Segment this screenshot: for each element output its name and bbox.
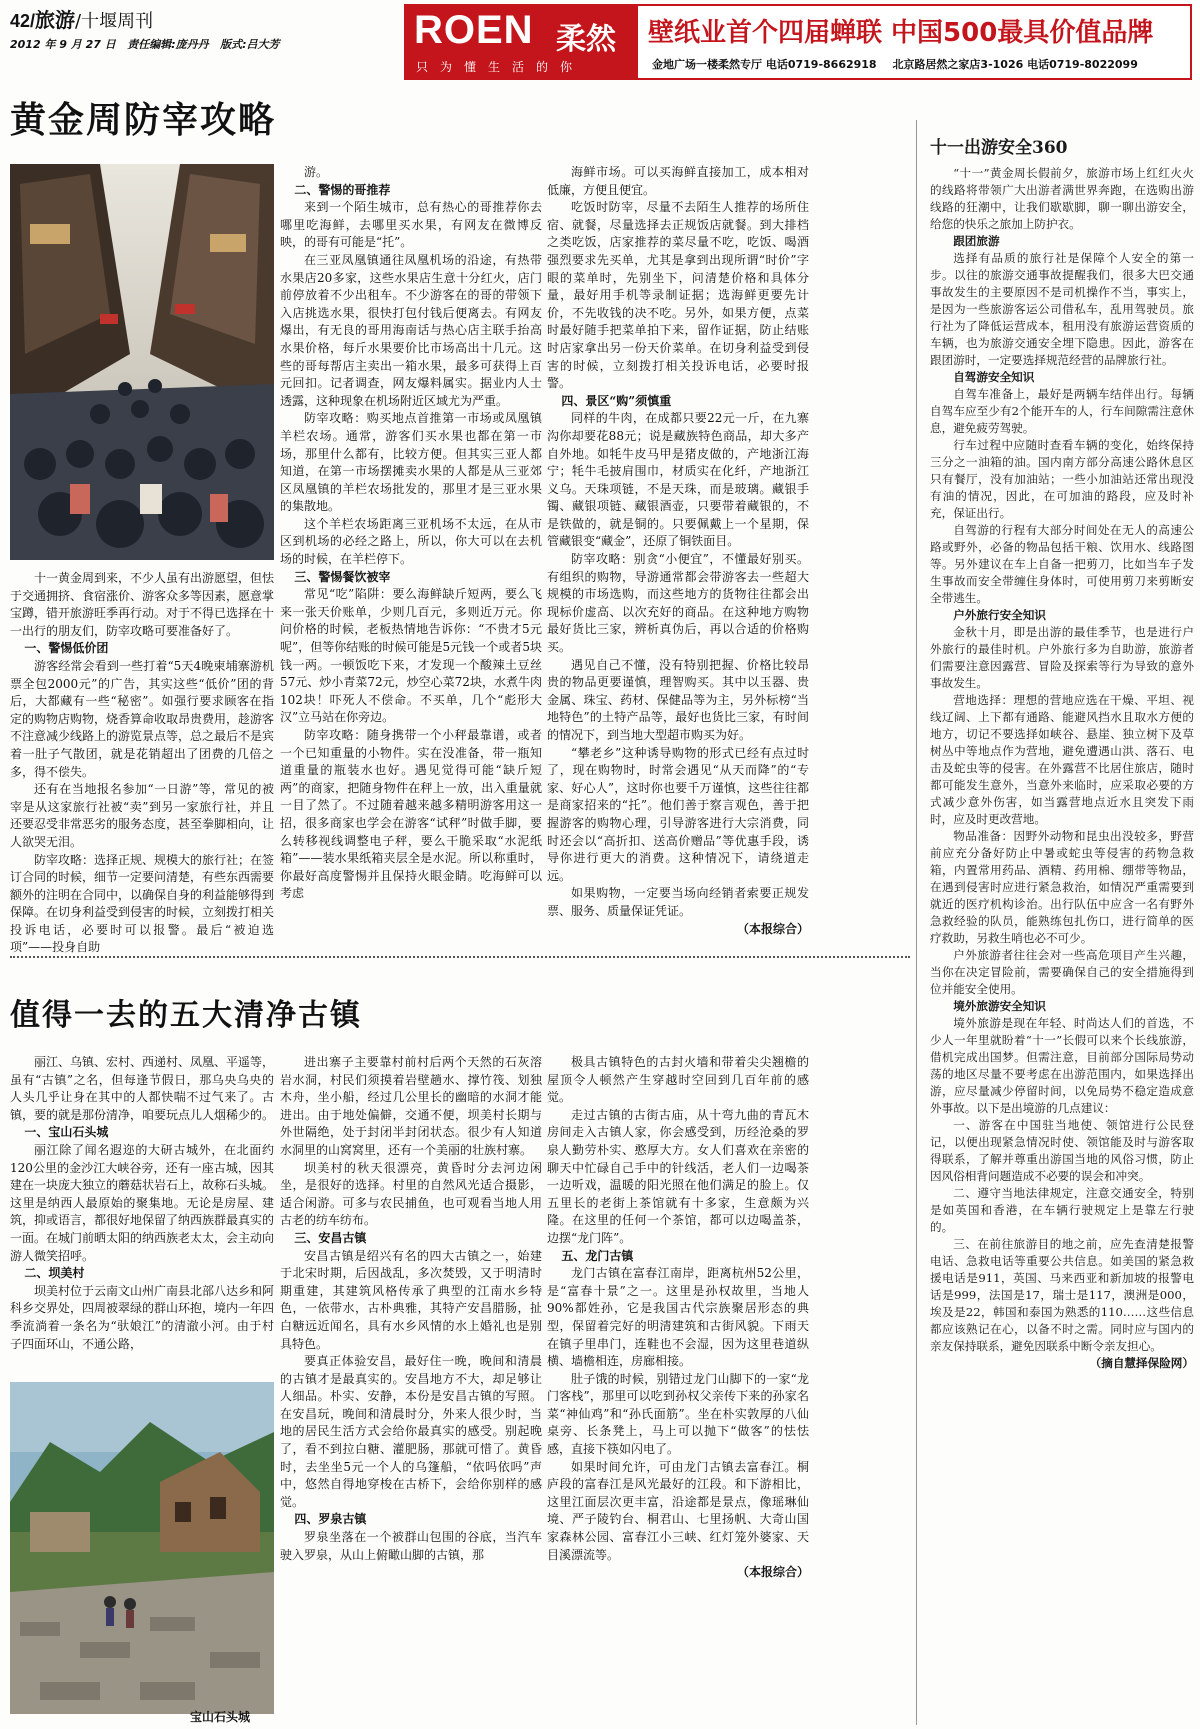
ad-address-1: 金地广场一楼柔然专厅 电话0719-8662918 <box>652 58 877 71</box>
article1-column-1 <box>10 570 274 957</box>
subheading: 自驾游安全知识 <box>953 370 1035 384</box>
paragraph: 三、在前往旅游目的地之前，应先查清楚报警电话、急救电话等重要公共信息。如美国的紧急救援电话是911，英国、马来西亚和新加坡的报警电话是999，法国是17，瑞士是117，澳洲是000，埃及是22，韩国和泰国为熟悉的110……这些信息都应该熟记在心，以备不时之需。同时应与国内的亲友保持联系，避免因联系中断令亲友担心。 <box>930 1237 1194 1353</box>
paragraph: 这个羊栏农场距离三亚机场不太远，在从市区到机场的必经之路上，所以，你大可以在去机场的时候，在羊栏停下。 <box>280 516 542 567</box>
subheading: 二、坝美村 <box>24 1266 85 1281</box>
section-name: 旅游 <box>35 8 76 32</box>
paragraph: 同样的牛肉，在成都只要22元一斤，在九寨沟你却要花88元；说是藏族特色商品，却大多产自外地。如牦牛皮马甲是猪皮做的，产地浙江海宁；牦牛毛披肩围巾，材质实在化纤，产地浙江义乌。天珠项链，不是天珠，而是玻璃。藏银手镯、藏银项链、藏银酒壶，只要带着藏银的，不是铁做的，就是铜的。只要佩戴上一个星期，保管藏银变“藏金”，还原了铜铁面目。 <box>547 411 809 549</box>
subheading: 跟团旅游 <box>953 234 1000 248</box>
page-header <box>10 4 395 56</box>
paragraph: 罗泉坐落在一个被群山包围的谷底，当汽车驶入罗泉，从山上俯瞰山脚的古镇，那 <box>280 1530 542 1562</box>
source-credit: （本报综合） <box>736 1565 809 1580</box>
sidebar-body <box>930 165 1194 1372</box>
subheading: 三、警惕餐饮被宰 <box>294 569 391 584</box>
paragraph: 在三亚凤凰镇通往凤凰机场的沿途，有热带水果店20多家，这些水果店生意十分红火，店门前停放着不少出租车。不少游客在的哥的带领下入店挑选水果，很快打包付钱后便离去。有网友爆出，有无良的哥用海南话与热心店主联手抬高水果价格，每斤水果要价比市场高出十几元。这些的哥每帮店主卖出一箱水果，最多可获得上百元回扣。记者调查，网友爆料属实。据业内人士透露，这种现象在机场附近区域尤为严重。 <box>280 252 542 408</box>
brand-name-cn: 柔然 <box>556 22 616 57</box>
subheading: 四、景区“购”须慎重 <box>561 393 672 408</box>
paragraph: “攀老乡”这种诱导购物的形式已经有点过时了，现在购物时，时常会遇见“从天而降”的“专家、好心人”，这时你也要千万谨慎，这些往往都是商家招来的“托”。他们善于察言观色，善于把握游客的购物心理，引导游客进行大宗消费，同时还会以“高折扣、送高价赠品”等优惠手段，诱导你进行更大的消费。这种情况下，请绕道走远。 <box>547 745 809 883</box>
subheading: 五、龙门古镇 <box>561 1248 634 1263</box>
stone-city-photo-image <box>10 1382 274 1714</box>
paragraph: 防宰攻略：购买地点首推第一市场或凤凰镇羊栏农场。通常，游客们买水果也都在第一市场，那里什么都有，比较方便。但其实三亚人都知道，在第一市场摆摊卖水果的人都是从三亚郊区凤凰镇的羊栏农场批发的，那里才是三亚水果的集散地。 <box>280 411 542 514</box>
source-credit: （本报综合） <box>736 921 809 936</box>
sidebar-title: 十一出游安全360 <box>930 138 1068 158</box>
crowd-photo <box>10 164 274 560</box>
paragraph: 要真正体验安昌，最好住一晚，晚间和清晨的古镇才是最真实的。安昌地方不大，却足够让人细品。朴实、安静，本份是安昌古镇的写照。在安昌玩，晚间和清晨时分，外来人很少时，当地的居民生活方式会给你最真实的感受。别起晚了，看不到拉白糖、灌肥肠，那就可惜了。黄昏时，去坐坐5元一个人的乌篷船，“依吗依吗”声中，悠然自得地穿梭在古桥下，会给你别样的感觉。 <box>280 1354 542 1509</box>
page-masthead <box>10 4 395 33</box>
subheading: 一、宝山石头城 <box>24 1125 109 1140</box>
publication-name: /十堰周刊 <box>75 11 154 32</box>
subheading: 三、安昌古镇 <box>294 1230 367 1245</box>
brand-name-en: ROEN <box>414 8 534 52</box>
paragraph: 十一黄金周到来，不少人虽有出游愿望，但怯于交通拥挤、食宿涨价、游客众多等因素，愿意掌宝蹲，错开旅游旺季再行动。对于不得已选择在十一出行的朋友们，防宰攻略可要准备好了。 <box>10 571 275 638</box>
stone-city-photo <box>10 1382 274 1714</box>
subheading: 一、警惕低价团 <box>24 641 109 656</box>
ad-headline: 壁纸业首个四届蝉联 中国500最具价值品牌 <box>648 18 1154 48</box>
subheading: 四、罗泉古镇 <box>294 1512 367 1527</box>
issue-date: 2012 年 9 月 27 日 <box>10 38 116 51</box>
paragraph: 还有在当地报名参加“一日游”等，常见的被宰是从这家旅行社被“卖”到另一家旅行社，并且还要忍受非常恶劣的服务态度，甚至拳脚相向，让人欲哭无泪。 <box>10 782 275 849</box>
subheading: 户外旅行安全知识 <box>953 608 1046 622</box>
page-meta <box>10 36 395 52</box>
ad-address-2: 北京路居然之家店3-1026 电话0719-8022099 <box>892 58 1138 71</box>
paragraph: 如果时间允许，可由龙门古镇去富春江。桐庐段的富春江是风光最好的江段。和下游相比，这里江面层次更丰富，沿途都是景点，像瑶琳仙境、严子陵钓台、桐君山、七里扬帆、大奇山国家森林公园、富春江小三峡、红灯笼外婆家、天目溪漂流等。 <box>547 1459 809 1562</box>
article2-column-2 <box>280 1054 542 1564</box>
article-title-anti-scam: 黄金周防宰攻略 <box>10 99 277 141</box>
brand-slogan: 只为懂生活的你 <box>416 60 585 74</box>
paragraph: 游客经常会看到一些打着“5天4晚柬埔寨游机票全包2000元”的广告，其实这些“低价”团的背后，大都藏有一些“秘密”。如强行要求顾客在指定的购物店购物，烧香算命收取昂贵费用，趁游客不注意减少线路上的游览景点等，总之最后不是宾着一肚子气散团，就是花销超出了团费的几倍之多，得不偿失。 <box>10 658 275 779</box>
paragraph: 自驾游的行程有大部分时间处在无人的高速公路或野外，必备的物品包括干粮、饮用水、线路图等。另外建议在车上自备一把剪刀，比如当车子发生事故而安全带缠住身体时，可使用剪刀来剪断安全带逃生。 <box>930 523 1194 605</box>
paragraph: 丽江除了闻名遐迩的大研古城外，在北面约120公里的金沙江大峡谷旁，还有一座古城，因其建在一块庞大独立的蘑菇状岩石上，故称石头城。这里是纳西人最原始的聚集地。无论是房屋、建筑，抑或语言，都很好地保留了纳西族群最真实的一面。在城门前晒太阳的纳西族老太太，会主动向游人微笑招呼。 <box>10 1142 275 1263</box>
paragraph: 海鲜市场。可以买海鲜直接加工，成本相对低廉，方便且便宜。 <box>547 165 809 197</box>
brand-logo <box>406 6 638 78</box>
stone-city-photo-caption: 宝山石头城 <box>190 1710 251 1724</box>
paragraph: 行车过程中应随时查看车辆的变化，始终保持三分之一油箱的油。国内南方部分高速公路休息区只有餐厅，没有加油站；一些小加油站还常出现没有油的情况，因此，在可加油的路段，应及时补充，保证出行。 <box>930 438 1194 520</box>
paragraph: 坝美村的秋天很漂亮，黄昏时分去河边闲坐，是很好的选择。村里的自然风光适合摄影，适合闲游。可多与农民捕鱼，也可观看当地人用古老的纺车纺布。 <box>280 1160 542 1228</box>
paragraph: 户外旅游者往往会对一些高危项目产生兴趣，当你在决定冒险前，需要确保自己的安全措施得到位并能安全使用。 <box>930 948 1194 996</box>
paragraph: 如果购物，一定要当场向经销者索要正规发票、服务、质量保证凭证。 <box>547 886 809 918</box>
advertisement-banner[interactable] <box>404 4 1192 80</box>
ad-addresses <box>652 56 1150 72</box>
paragraph: 防宰攻略：别贪“小便宜”，不懂最好别买。有组织的购物，导游通常都会带游客去一些超大规模的市场选购，而这些地方的货物往往都会出现标价虚高、以次充好的商品。在这种地方购物最好货比三家，辨析真伪后，再以合适的价格购买。 <box>547 552 809 655</box>
article2-column-1 <box>10 1054 274 1353</box>
source-credit: （摘自慧择保险网） <box>1089 1356 1194 1370</box>
paragraph: 肚子饿的时候，别错过龙门山脚下的一家“龙门客栈”，那里可以吃到孙权父亲传下来的孙家名菜“神仙鸡”和“孙氏面筋”。坐在朴实敦厚的八仙桌旁、长条凳上，马上可以抛下“做客”的怯怯感，直接下筷如闪电了。 <box>547 1371 809 1457</box>
paragraph: 遇见自己不懂，没有特别把握、价格比较昂贵的物品更要谨慎，理智购买。其中以玉器、贵金属、珠宝、药材、保健品等为主，另外标榜“当地特色”的土特产品等，最好也货比三家，有时间的情况下，到当地大型超市购买为好。 <box>547 657 809 742</box>
section-divider <box>10 956 910 958</box>
paragraph: 防宰攻略：选择正规、规模大的旅行社；在签订合同的时候，细节一定要问清楚，有些东西需要额外的注明在合同中，以确保自身的利益能够得到保障。在切身利益受到侵害的时候，立刻拨打相关投诉电话，必要时可以报警。最后“被迫选项”——投身自助 <box>10 852 275 955</box>
paragraph: 龙门古镇在富春江南岸，距离杭州52公里，是“富春十景”之一。这里是孙权故里，当地人90%都姓孙，它是我国古代宗族聚居形态的典型，保留着完好的明清建筑和古街风貌。下雨天在镇子里串门，连鞋也不会湿，因为这里巷道纵横、墙檐相连，房廊相接。 <box>547 1266 809 1369</box>
sidebar-divider <box>916 120 917 1725</box>
paragraph: 选择有品质的旅行社是保障个人安全的第一步。以往的旅游交通事故提醒我们，很多大巴交通事故发生的主要原因不是司机操作不当，事实上，是因为一些旅游客运公司借私车，乱用驾驶员。旅行社为了降低运营成本，租用没有旅游运营资质的车辆，也为旅游交通安全埋下隐患。因此，游客在跟团游时，一定要选择规范经营的品牌旅行社。 <box>930 251 1194 367</box>
paragraph: 常见“吃”陷阱：要么海鲜缺斤短两，要么飞来一张天价账单，少则几百元，多则近万元。你问价格的时候，老板热情地告诉你：“不贵才5元呢”，但等你结账的时候可能是5元钱一个或者5块钱一两。一顿饭吃下来，才发现一个酸辣土豆丝57元、炒小青菜72元，炒空心菜72块，水煮牛肉102块！吓死人不偿命。不买单，几个“彪形大汉”立马站在你旁边。 <box>280 587 542 725</box>
paragraph: 物品准备：因野外动物和昆虫出没较多，野营前应充分备好防止中暑或蛇虫等侵害的药物急救箱，内置常用药品、酒精、药用棉、绷带等物品，在遇到侵害时应进行紧急救治，如情况严重需要到就近的医疗机构诊治。出行队伍中应含一名有野外急救经验的队员，能熟练包扎伤口，进行简单的医疗救助，另救生哨也必不可少。 <box>930 829 1194 945</box>
paragraph: 进出寨子主要靠村前村后两个天然的石灰溶岩水洞，村民们须摸着岩壁趟水、撑竹筏、划独木舟，坐小船，经过几公里长的幽暗的水洞才能进出。由于地处偏僻，交通不便，坝美村长期与外世隔绝，处于封闭半封闭状态。很少有人知道水洞里的山窝窝里，还有一个美丽的壮族村寨。 <box>280 1055 542 1157</box>
paragraph: 极具古镇特色的古封火墙和带着尖尖翘檐的屋顶令人顿然产生穿越时空回到几百年前的感觉。 <box>547 1055 809 1105</box>
paragraph: 营地选择：理想的营地应选在干燥、平坦、视线辽阔、上下都有通路、能避风挡水且取水方便的地方，切记不要选择如峡谷、悬崖、独立树下及草树丛中等地点作为营地，避免遭遇山洪、落石、电击及蛇虫等的侵害。在外露营不比居住旅店，随时都可能发生意外，当意外来临时，应采取必要的方式减少意外伤害，如当露营地点近水且突发下雨时，应及时更改营地。 <box>930 693 1194 826</box>
paragraph: 吃饭时防宰，尽量不去陌生人推荐的场所住宿、就餐，尽量选择去正规饭店就餐。到大排档之类吃饭，店家推荐的菜尽量不吃，吃饭、喝酒强烈要求先买单，尤其是拿到出现所谓“时价”字眼的菜单时，先别坐下，问清楚价格和具体分量，最好用手机等录制证据；选海鲜更要先计价，不先收钱的决不吃。另外，如果方便，点菜时最好随手把菜单拍下来，留作证据，防止结账时店家拿出另一份天价菜单。在切身利益受到侵害的时候，立刻拨打相关投诉电话，必要时报警。 <box>547 200 809 391</box>
subheading: 境外旅游安全知识 <box>953 999 1046 1013</box>
paragraph: 走过古镇的古街古庙，从十弯九曲的青瓦木房间走入古镇人家，你会感受到，历经沧桑的罗泉人勤劳朴实、憨厚大方。女人们喜欢在亲密的聊天中忙碌自己手中的针线活，老人们一边喝茶一边听戏，温暖的阳光照在他们满足的脸上。仅五里长的老街上茶馆就有十多家，生意颇为兴隆。在这里的任何一个茶馆，都可以边喝盖茶，边摆“龙门阵”。 <box>547 1107 809 1245</box>
safety-sidebar <box>930 140 1194 1372</box>
paragraph: 来到一个陌生城市，总有热心的哥推荐你去哪里吃海鲜，去哪里买水果，有网友在微博反映，的哥有可能是“托”。 <box>280 200 542 250</box>
paragraph: 防宰攻略：随身携带一个小秤最靠谱，或者一个已知重量的小物件。实在没准备，带一瓶知道重量的瓶装水也好。遇见觉得可能“缺斤短两”的商家，把随身物件在秤上一放，出入重量就一目了然了。不过随着越来越多精明游客用这一招，很多商家也学会在游客“试秤”时做手脚，要么转移视线调整电子秤，要么干脆采取“水泥纸箱”——装水果纸箱夹层全是水泥。所以称重时，你最好高度警惕并且保持火眼金睛。吃海鲜可以考虑 <box>280 728 542 901</box>
crowd-photo-image <box>10 164 274 560</box>
paragraph: 丽江、乌镇、宏村、西递村、凤凰、平遥等，虽有“古镇”之名，但每逢节假日，那乌央乌央的人头几乎让身在其中的人都快喘不过气来了。古镇，要的就是那份清净，咱要玩点儿人烟稀少的。 <box>10 1055 275 1122</box>
paragraph: 金秋十月，即是出游的最佳季节，也是进行户外旅行的最佳时机。户外旅行多为自助游，旅游者们需要注意因露营、冒险及探索等行为导致的意外事故发生。 <box>930 625 1194 690</box>
paragraph: 二、遵守当地法律规定，注意交通安全，特别是如英国和香港，在车辆行驶规定上是靠左行驶的。 <box>930 1186 1194 1234</box>
paragraph: 坝美村位于云南文山州广南县北部八达乡和阿科乡交界处，四周被翠绿的群山环抱，境内一年四季流淌着一条名为“驮娘江”的清澈小河。由于村子四面环山，不通公路， <box>10 1283 275 1351</box>
paragraph: 自驾车准备上，最好是两辆车结伴出行。每辆自驾车应至少有2个能开车的人，行车间隙需注意休息，避免疲劳驾驶。 <box>930 387 1194 435</box>
paragraph: “十一”黄金周长假前夕，旅游市场上红红火火的线路将带领广大出游者满世界奔跑，在选购出游线路的狂潮中，让我们歇歇脚，聊一聊出游安全，给您的快乐之旅加上防护衣。 <box>930 166 1194 231</box>
designer-credit: 版式:吕大芳 <box>220 38 280 51</box>
article2-column-3 <box>547 1054 809 1582</box>
article1-column-3 <box>547 164 809 938</box>
article-title-ancient-towns: 值得一去的五大清净古镇 <box>10 998 362 1033</box>
page-number: 42/ <box>10 11 36 31</box>
paragraph: 境外旅游是现在年轻、时尚达人们的首选，不少人一年里就盼着“十一”长假可以来个长线旅游，借机完成出国梦。但需注意，目前部分国际局势动荡的地区尽量不要考虑在出游范围内，如果选择出游，应尽量减少停留时间，以免局势不稳定造成意外事故。以下是出境游的几点建议： <box>930 1016 1194 1115</box>
subheading: 二、警惕的哥推荐 <box>294 182 391 197</box>
paragraph: 安昌古镇是绍兴有名的四大古镇之一，始建于北宋时期，后因战乱，多次焚毁，又于明清时期重建，其建筑风格传承了典型的江南水乡特色，一依带水，古朴典雅，其特产安昌腊肠，扯白糖远近闻名，具有水乡风情的水上婚礼也是别具特色。 <box>280 1248 542 1351</box>
article1-column-2 <box>280 164 542 903</box>
editor-credit: 责任编辑:庞丹丹 <box>127 38 209 51</box>
paragraph: 一、游客在中国驻当地使、领馆进行公民登记，以便出现紧急情况时使、领馆能及时与游客取得联系，了解并尊重出游国当地的风俗习惯，防止因风俗相背问题造成不必要的误会和冲突。 <box>930 1118 1194 1183</box>
paragraph: 游。 <box>304 165 329 179</box>
